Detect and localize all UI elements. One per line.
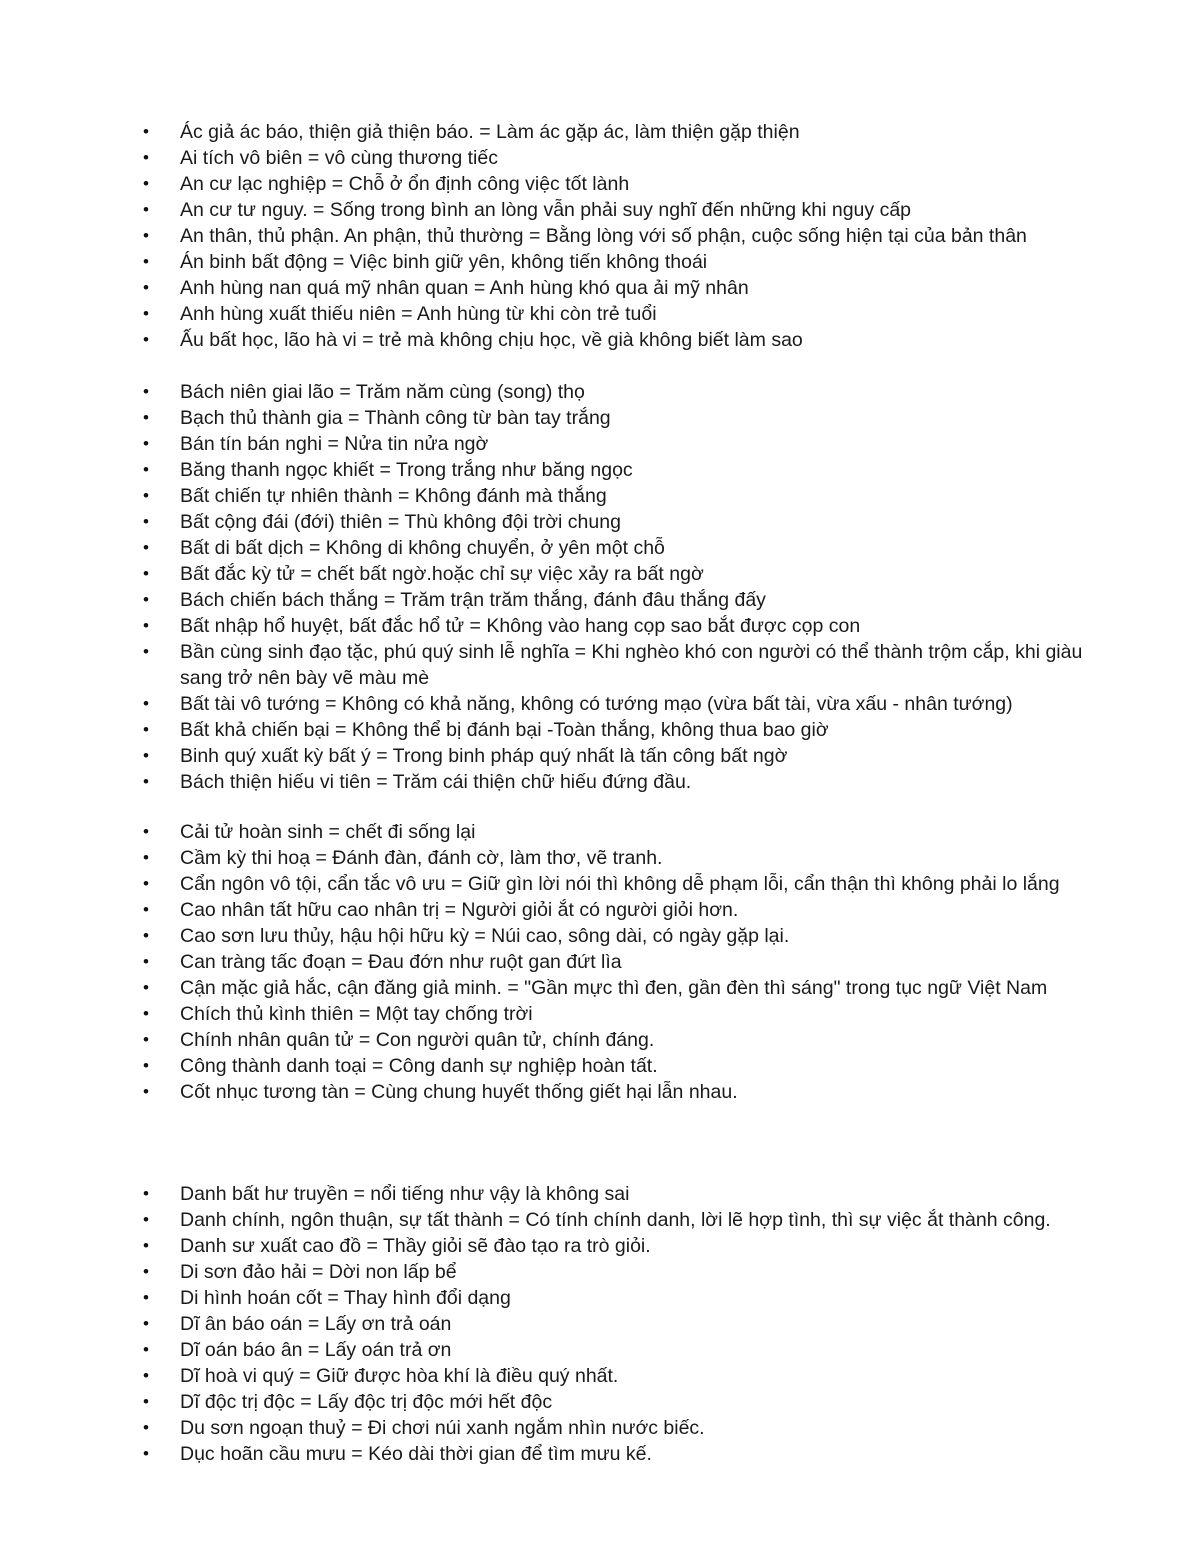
bullet-icon: • — [143, 330, 149, 349]
list-item — [140, 1207, 1130, 1233]
bullet-icon: • — [143, 900, 149, 919]
list-item — [140, 1285, 1130, 1311]
bullet-icon: • — [143, 590, 149, 609]
item-text: Can tràng tấc đoạn = Đau đớn như ruột gan đứt lìa — [180, 951, 622, 973]
item-text: Cận mặc giả hắc, cận đăng giả minh. = "Gần mực thì đen, gần đèn thì sáng" trong tục ngữ Việt Nam — [180, 977, 1048, 999]
idiom-list-b — [140, 379, 1130, 795]
item-text: Bất cộng đái (đới) thiên = Thù không đội trời chung — [180, 511, 621, 533]
bullet-icon: • — [143, 408, 149, 427]
list-item — [140, 1337, 1130, 1363]
item-text: Di sơn đảo hải = Dời non lấp bể — [180, 1261, 457, 1283]
list-item — [140, 1181, 1130, 1207]
list-item — [140, 819, 1130, 845]
item-text: Danh sư xuất cao đồ = Thầy giỏi sẽ đào tạo ra trò giỏi. — [180, 1235, 651, 1257]
list-item — [140, 1027, 1130, 1053]
list-item — [140, 639, 1130, 691]
bullet-icon: • — [143, 1262, 149, 1281]
list-item — [140, 249, 1130, 275]
list-item — [140, 1079, 1130, 1105]
item-text: Ai tích vô biên = vô cùng thương tiếc — [180, 147, 498, 169]
item-text: Bất di bất dịch = Không di không chuyển, ở yên một chỗ — [180, 537, 665, 559]
item-text: Án binh bất động = Việc binh giữ yên, không tiến không thoái — [180, 251, 708, 273]
list-item — [140, 1053, 1130, 1079]
list-item — [140, 275, 1130, 301]
list-item — [140, 949, 1130, 975]
bullet-icon: • — [143, 486, 149, 505]
item-text: Công thành danh toại = Công danh sự nghiệp hoàn tất. — [180, 1055, 658, 1077]
bullet-icon: • — [143, 1082, 149, 1101]
bullet-icon: • — [143, 1340, 149, 1359]
bullet-icon: • — [143, 1418, 149, 1437]
bullet-icon: • — [143, 616, 149, 635]
bullet-icon: • — [143, 822, 149, 841]
bullet-icon: • — [143, 1056, 149, 1075]
item-text: Danh bất hư truyền = nổi tiếng như vậy là không sai — [180, 1183, 630, 1205]
list-item — [140, 1363, 1130, 1389]
bullet-icon: • — [143, 1004, 149, 1023]
bullet-icon: • — [143, 434, 149, 453]
list-item — [140, 327, 1130, 353]
bullet-icon: • — [143, 1030, 149, 1049]
list-item — [140, 691, 1130, 717]
list-item — [140, 743, 1130, 769]
list-item — [140, 119, 1130, 145]
bullet-icon: • — [143, 1210, 149, 1229]
list-item — [140, 975, 1130, 1001]
item-text: Bách thiện hiếu vi tiên = Trăm cái thiện chữ hiếu đứng đầu. — [180, 771, 692, 793]
bullet-icon: • — [143, 538, 149, 557]
item-text: Cao nhân tất hữu cao nhân trị = Người giỏi ắt có người giỏi hơn. — [180, 899, 739, 921]
bullet-icon: • — [143, 1314, 149, 1333]
list-item — [140, 405, 1130, 431]
item-text: Cẩn ngôn vô tội, cẩn tắc vô ưu = Giữ gìn lời nói thì không dễ phạm lỗi, cẩn thận thì không phải lo lắng — [180, 873, 1060, 895]
bullet-icon: • — [143, 382, 149, 401]
item-text: Chích thủ kình thiên = Một tay chống trời — [180, 1003, 533, 1025]
item-text: Binh quý xuất kỳ bất ý = Trong binh pháp quý nhất là tấn công bất ngờ — [180, 745, 788, 767]
bullet-icon: • — [143, 512, 149, 531]
idiom-list-c — [140, 819, 1130, 1105]
bullet-icon: • — [143, 148, 149, 167]
list-item — [140, 717, 1130, 743]
list-item — [140, 535, 1130, 561]
item-text: Anh hùng nan quá mỹ nhân quan = Anh hùng khó qua ải mỹ nhân — [180, 277, 749, 299]
bullet-icon: • — [143, 226, 149, 245]
item-text: Bất chiến tự nhiên thành = Không đánh mà thắng — [180, 485, 607, 507]
bullet-icon: • — [143, 304, 149, 323]
list-item — [140, 769, 1130, 795]
item-text: Du sơn ngoạn thuỷ = Đi chơi núi xanh ngắm nhìn nước biếc. — [180, 1417, 705, 1439]
list-item — [140, 301, 1130, 327]
list-item — [140, 561, 1130, 587]
bullet-icon: • — [143, 252, 149, 271]
bullet-icon: • — [143, 1392, 149, 1411]
item-text: Bán tín bán nghi = Nửa tin nửa ngờ — [180, 433, 489, 455]
list-item — [140, 923, 1130, 949]
item-text: Cốt nhục tương tàn = Cùng chung huyết thống giết hại lẫn nhau. — [180, 1081, 738, 1103]
bullet-icon: • — [143, 642, 149, 661]
list-item — [140, 1259, 1130, 1285]
list-item — [140, 457, 1130, 483]
list-item — [140, 1441, 1130, 1467]
idiom-list-a — [140, 119, 1130, 353]
bullet-icon: • — [143, 694, 149, 713]
item-text: Bất nhập hổ huyệt, bất đắc hổ tử = Không vào hang cọp sao bắt được cọp con — [180, 615, 861, 637]
list-item — [140, 379, 1130, 405]
bullet-icon: • — [143, 978, 149, 997]
list-item — [140, 1311, 1130, 1337]
list-item — [140, 197, 1130, 223]
bullet-icon: • — [143, 278, 149, 297]
item-text: Dĩ hoà vi quý = Giữ được hòa khí là điều quý nhất. — [180, 1365, 619, 1387]
list-item — [140, 483, 1130, 509]
item-text: Cải tử hoàn sinh = chết đi sống lại — [180, 821, 476, 843]
bullet-icon: • — [143, 1184, 149, 1203]
item-text: Cao sơn lưu thủy, hậu hội hữu kỳ = Núi cao, sông dài, có ngày gặp lại. — [180, 925, 790, 947]
list-item — [140, 587, 1130, 613]
item-text: Bất khả chiến bại = Không thể bị đánh bại -Toàn thắng, không thua bao giờ — [180, 719, 829, 741]
bullet-icon: • — [143, 564, 149, 583]
item-text: Dĩ độc trị độc = Lấy độc trị độc mới hết độc — [180, 1391, 553, 1413]
item-text: Bách chiến bách thắng = Trăm trận trăm thắng, đánh đâu thắng đấy — [180, 589, 766, 611]
bullet-icon: • — [143, 1366, 149, 1385]
item-text: An cư tư nguy. = Sống trong bình an lòng vẫn phải suy nghĩ đến những khi nguy cấp — [180, 199, 912, 221]
list-item — [140, 145, 1130, 171]
bullet-icon: • — [143, 874, 149, 893]
item-text: Dĩ oán báo ân = Lấy oán trả ơn — [180, 1339, 452, 1361]
item-text: Anh hùng xuất thiếu niên = Anh hùng từ khi còn trẻ tuổi — [180, 303, 657, 325]
list-item — [140, 1001, 1130, 1027]
item-text: Bạch thủ thành gia = Thành công từ bàn tay trắng — [180, 407, 611, 429]
idiom-list-d — [140, 1181, 1130, 1467]
item-text: Cầm kỳ thi hoạ = Đánh đàn, đánh cờ, làm thơ, vẽ tranh. — [180, 847, 663, 869]
bullet-icon: • — [143, 746, 149, 765]
list-item — [140, 171, 1130, 197]
list-item — [140, 509, 1130, 535]
item-text: Ác giả ác báo, thiện giả thiện báo. = Làm ác gặp ác, làm thiện gặp thiện — [180, 121, 800, 143]
item-text: An cư lạc nghiệp = Chỗ ở ổn định công việc tốt lành — [180, 173, 630, 195]
item-text: Băng thanh ngọc khiết = Trong trắng như băng ngọc — [180, 459, 633, 481]
list-item — [140, 871, 1130, 897]
item-text: Danh chính, ngôn thuận, sự tất thành = Có tính chính danh, lời lẽ hợp tình, thì sự việc ắt thành công. — [180, 1209, 1051, 1231]
list-item — [140, 431, 1130, 457]
item-text: Chính nhân quân tử = Con người quân tử, chính đáng. — [180, 1029, 655, 1051]
list-item — [140, 845, 1130, 871]
item-text: Bách niên giai lão = Trăm năm cùng (song) thọ — [180, 381, 585, 403]
item-text: Bất đắc kỳ tử = chết bất ngờ.hoặc chỉ sự việc xảy ra bất ngờ — [180, 563, 704, 585]
list-item — [140, 1233, 1130, 1259]
bullet-icon: • — [143, 926, 149, 945]
bullet-icon: • — [143, 848, 149, 867]
item-text: Di hình hoán cốt = Thay hình đổi dạng — [180, 1287, 511, 1309]
bullet-icon: • — [143, 174, 149, 193]
list-item — [140, 613, 1130, 639]
bullet-icon: • — [143, 952, 149, 971]
list-item — [140, 897, 1130, 923]
item-text: Bần cùng sinh đạo tặc, phú quý sinh lễ nghĩa = Khi nghèo khó con người có thể thành trộm cắp, khi giàu sang trở nên bày vẽ màu mè — [180, 641, 1083, 689]
item-text: Bất tài vô tướng = Không có khả năng, không có tướng mạo (vừa bất tài, vừa xấu - nhân tướng) — [180, 693, 1013, 715]
bullet-icon: • — [143, 772, 149, 791]
bullet-icon: • — [143, 1236, 149, 1255]
list-item — [140, 223, 1130, 249]
item-text: Dục hoãn cầu mưu = Kéo dài thời gian để tìm mưu kế. — [180, 1443, 652, 1465]
bullet-icon: • — [143, 720, 149, 739]
list-item — [140, 1389, 1130, 1415]
list-item — [140, 1415, 1130, 1441]
bullet-icon: • — [143, 460, 149, 479]
bullet-icon: • — [143, 122, 149, 141]
bullet-icon: • — [143, 1444, 149, 1463]
item-text: An thân, thủ phận. An phận, thủ thường = Bằng lòng với số phận, cuộc sống hiện tại của bản thân — [180, 225, 1027, 247]
item-text: Dĩ ân báo oán = Lấy ơn trả oán — [180, 1313, 452, 1335]
bullet-icon: • — [143, 1288, 149, 1307]
item-text: Ấu bất học, lão hà vi = trẻ mà không chịu học, về già không biết làm sao — [180, 329, 803, 351]
bullet-icon: • — [143, 200, 149, 219]
